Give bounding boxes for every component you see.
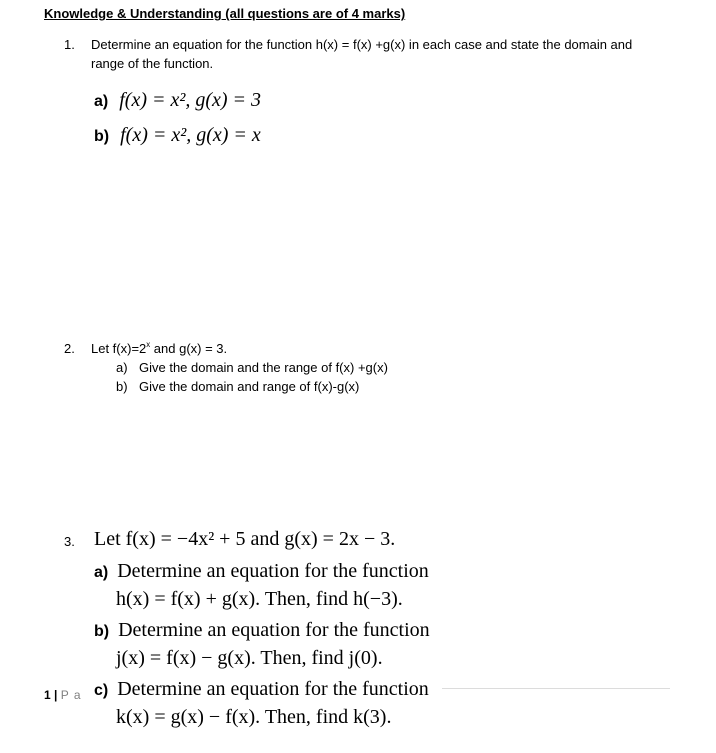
- section-heading: Knowledge & Understanding (all questions are of 4 marks): [44, 6, 406, 21]
- q3-intro: Let f(x) = −4x² + 5 and g(x) = 2x − 3.: [94, 528, 396, 550]
- q2-b-label: b): [116, 379, 128, 394]
- q1-a-expression: f(x) = x², g(x) = 3: [119, 89, 262, 111]
- footer-rule: [442, 688, 670, 689]
- q2-intro-suffix: and g(x) = 3.: [150, 341, 228, 356]
- page-number: 1: [44, 688, 51, 702]
- q3-a-line2: h(x) = f(x) + g(x). Then, find h(−3).: [116, 588, 403, 610]
- q3-number: 3.: [64, 534, 75, 549]
- q3-b-line1: Determine an equation for the function: [118, 619, 430, 641]
- q2-intro-prefix: Let f(x)=2: [91, 341, 147, 356]
- q3-part-c: [94, 677, 429, 703]
- page-separator: |: [54, 688, 58, 702]
- q2-number: 2.: [64, 341, 75, 356]
- q2-a-label: a): [116, 360, 128, 375]
- q1-number: 1.: [64, 37, 75, 52]
- q3-c-line2: k(x) = g(x) − f(x). Then, find k(3).: [116, 706, 392, 728]
- q2-b-text: Give the domain and range of f(x)-g(x): [139, 379, 360, 394]
- q3-b-label: b): [94, 623, 110, 640]
- q2-intro: [91, 341, 227, 356]
- q3-c-line1: Determine an equation for the function: [117, 678, 429, 700]
- q3-a-line1: Determine an equation for the function: [117, 560, 429, 582]
- page-word: P a: [60, 688, 82, 702]
- q1-text-line1: Determine an equation for the function h(x) = f(x) +g(x) in each case and state the domain and: [91, 37, 633, 52]
- q1-b-label: b): [94, 128, 110, 145]
- q3-c-label: c): [94, 682, 109, 699]
- q1-part-a: [94, 88, 261, 114]
- q3-part-b: [94, 618, 430, 644]
- q3-b-line2: j(x) = f(x) − g(x). Then, find j(0).: [116, 647, 383, 669]
- q2-intro-exponent: x: [146, 339, 151, 349]
- q1-a-label: a): [94, 93, 109, 110]
- q1-b-expression: f(x) = x², g(x) = x: [120, 124, 261, 146]
- q3-part-a: [94, 559, 429, 585]
- q1-text-line2: range of the function.: [91, 56, 214, 71]
- q1-part-b: [94, 123, 261, 149]
- page-footer: [44, 688, 82, 702]
- q3-a-label: a): [94, 564, 109, 581]
- q2-a-text: Give the domain and the range of f(x) +g(x): [139, 360, 388, 375]
